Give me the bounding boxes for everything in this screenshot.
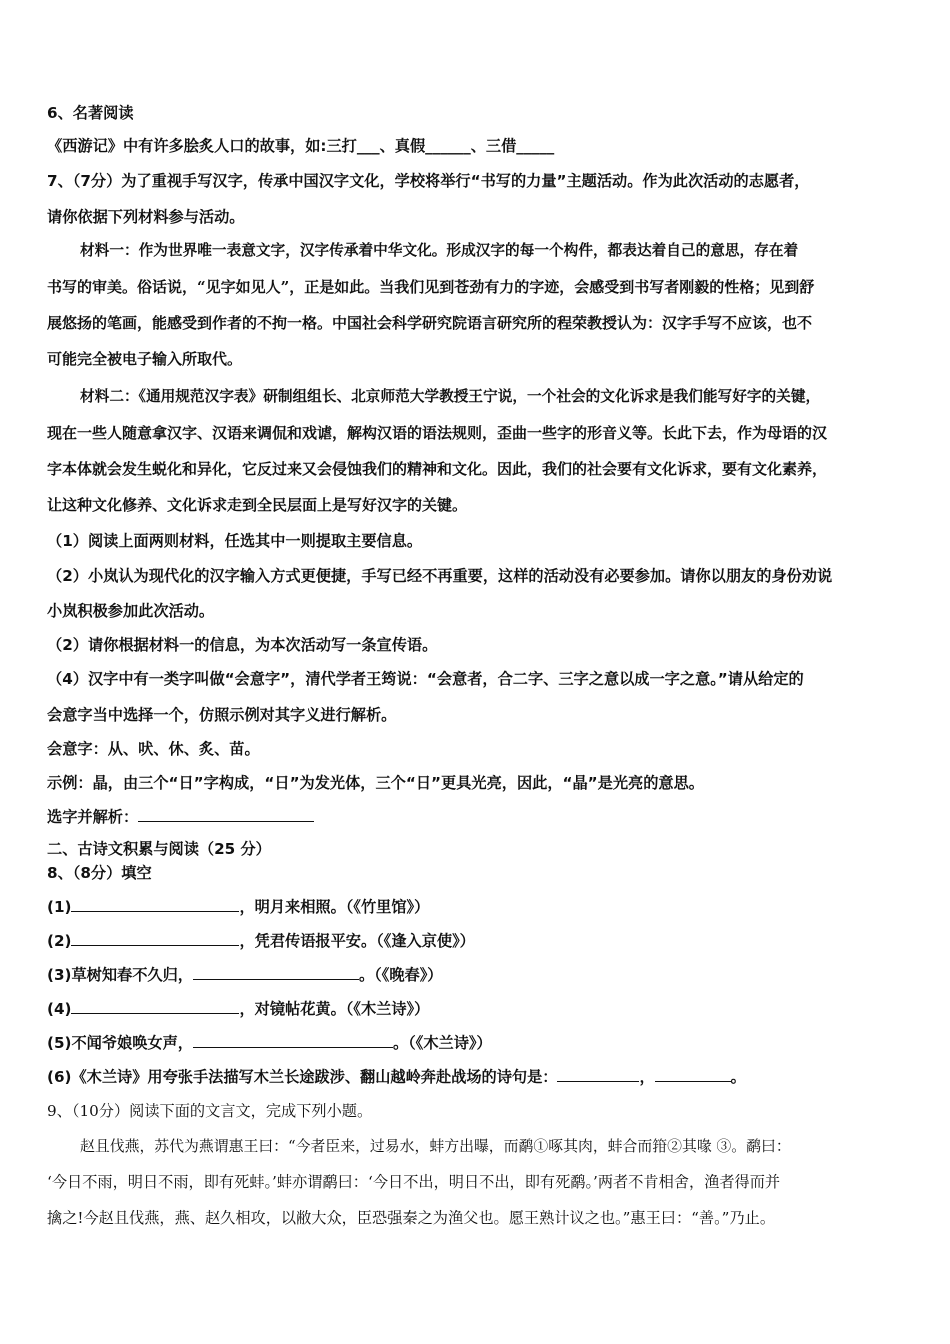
q7-subquestion-4-line-1: （4）汉字中有一类字叫做“会意字”，清代学者王筠说：“会意者，合二字、三字之意以成一字之意。”请从给定的 — [47, 670, 804, 688]
section-2-heading: 二、古诗文积累与阅读（25 分） — [47, 840, 271, 858]
q8-line-4-number: (4) — [47, 1000, 72, 1018]
q6-text: 《西游记》中有许多脍炙人口的故事，如:三打___、真假______、三借_____ — [47, 137, 555, 155]
example-analysis: 示例：晶，由三个“日”字构成，“日”为发光体，三个“日”更具光亮，因此，“晶”是光亮的意思。 — [47, 774, 704, 792]
q8-line-6 — [47, 1066, 917, 1088]
q8-line-6-text: (6)《木兰诗》用夸张手法描写木兰长途跋涉、翻山越岭奔赴战场的诗句是： — [47, 1068, 558, 1086]
answer-label: 选字并解析： — [47, 808, 139, 826]
q8-line-6-comma: ， — [639, 1068, 655, 1086]
q8-heading: 8、（8分）填空 — [47, 864, 152, 882]
q8-line-3 — [47, 964, 917, 986]
q7-subquestion-2-line-2: 小岚积极参加此次活动。 — [47, 602, 215, 620]
q8-line-5-source: 。（《木兰诗》） — [392, 1034, 492, 1052]
q8-line-1-number: (1) — [47, 898, 72, 916]
q7-intro-line-2: 请你依据下列材料参与活动。 — [47, 208, 245, 226]
classical-text-line-1: 赵且伐燕，苏代为燕谓惠王曰：“今者臣来，过易水，蚌方出曝，而鹬①啄其肉，蚌合而箝②其喙 ③。鹬曰： — [80, 1137, 791, 1155]
q7-subquestion-3: （2）请你根据材料一的信息，为本次活动写一条宣传语。 — [47, 636, 438, 654]
q8-line-2 — [47, 930, 917, 952]
material-2-line-4: 让这种文化修养、文化诉求走到全民层面上是写好汉字的关键。 — [47, 496, 468, 514]
q8-blank-3[interactable] — [193, 965, 359, 980]
q8-line-6-end: 。 — [730, 1068, 746, 1086]
q7-subquestion-2-line-1: （2）小岚认为现代化的汉字输入方式更便捷，手写已经不再重要，这样的活动没有必要参加。请你以朋友的身份劝说 — [47, 567, 833, 585]
material-2-line-2: 现在一些人随意拿汉字、汉语来调侃和戏谑，解构汉语的语法规则，歪曲一些字的形音义等。长此下去，作为母语的汉 — [47, 424, 828, 442]
huiyi-characters: 会意字：从、吠、休、炙、苗。 — [47, 740, 260, 758]
q8-line-5 — [47, 1032, 917, 1054]
q8-line-4-text: ，对镜帖花黄。（《木兰诗》） — [239, 1000, 430, 1018]
classical-text-line-2: ‘今日不雨，明日不雨，即有死蚌。’蚌亦谓鹬曰：‘今日不出，明日不出，即有死鹬。’两者不肯相舍，渔者得而并 — [47, 1173, 781, 1191]
q7-subquestion-4-line-2: 会意字当中选择一个，仿照示例对其字义进行解析。 — [47, 706, 397, 724]
q8-blank-6b[interactable] — [655, 1067, 731, 1082]
q8-line-4 — [47, 998, 917, 1020]
q7-subquestion-1: （1）阅读上面两则材料，任选其中一则提取主要信息。 — [47, 532, 423, 550]
q8-blank-2[interactable] — [71, 931, 239, 946]
answer-blank[interactable] — [138, 807, 314, 822]
q6-heading: 6、名著阅读 — [47, 104, 134, 122]
q8-line-1 — [47, 896, 917, 918]
q8-line-3-source: 。（《晚春》） — [358, 966, 443, 984]
q8-line-5-text: (5)不闻爷娘唤女声， — [47, 1034, 193, 1052]
q8-blank-1[interactable] — [71, 897, 239, 912]
q8-blank-4[interactable] — [71, 999, 239, 1014]
q8-line-2-number: (2) — [47, 932, 72, 950]
q8-line-1-text: ，明月来相照。（《竹里馆》） — [239, 898, 430, 916]
q9-heading: 9、（10分）阅读下面的文言文，完成下列小题。 — [47, 1102, 373, 1120]
material-1-line-1: 材料一：作为世界唯一表意文字，汉字传承着中华文化。形成汉字的每一个构件，都表达着自己的意思，存在着 — [80, 242, 799, 259]
answer-line — [47, 806, 917, 828]
q8-line-3-text: (3)草树知春不久归， — [47, 966, 193, 984]
q7-intro-line-1: 7、（7分）为了重视手写汉字，传承中国汉字文化，学校将举行“书写的力量”主题活动。作为此次活动的志愿者， — [47, 172, 810, 190]
material-1-line-3: 展悠扬的笔画，能感受到作者的不拘一格。中国社会科学研究院语言研究所的程荣教授认为：汉字手写不应该，也不 — [47, 314, 813, 332]
material-1-line-4: 可能完全被电子输入所取代。 — [47, 350, 243, 368]
q8-blank-5[interactable] — [193, 1033, 393, 1048]
classical-text-line-3: 擒之!今赵且伐燕，燕、赵久相攻，以敝大众，臣恐强秦之为渔父也。愿王熟计议之也。”惠王曰：“善。”乃止。 — [47, 1209, 776, 1227]
q8-blank-6a[interactable] — [557, 1067, 639, 1082]
material-2-line-3: 字本体就会发生蜕化和异化，它反过来又会侵蚀我们的精神和文化。因此，我们的社会要有文化诉求，要有文化素养， — [47, 460, 828, 478]
material-1-line-2: 书写的审美。俗话说，“见字如见人”，正是如此。当我们见到苍劲有力的字迹，会感受到书写者刚毅的性格；见到舒 — [47, 278, 815, 296]
q8-line-2-text: ，凭君传语报平安。（《逢入京使》） — [239, 932, 475, 950]
material-2-line-1: 材料二：《通用规范汉字表》研制组组长、北京师范大学教授王宁说，一个社会的文化诉求是我们能写好字的关键， — [80, 388, 821, 405]
